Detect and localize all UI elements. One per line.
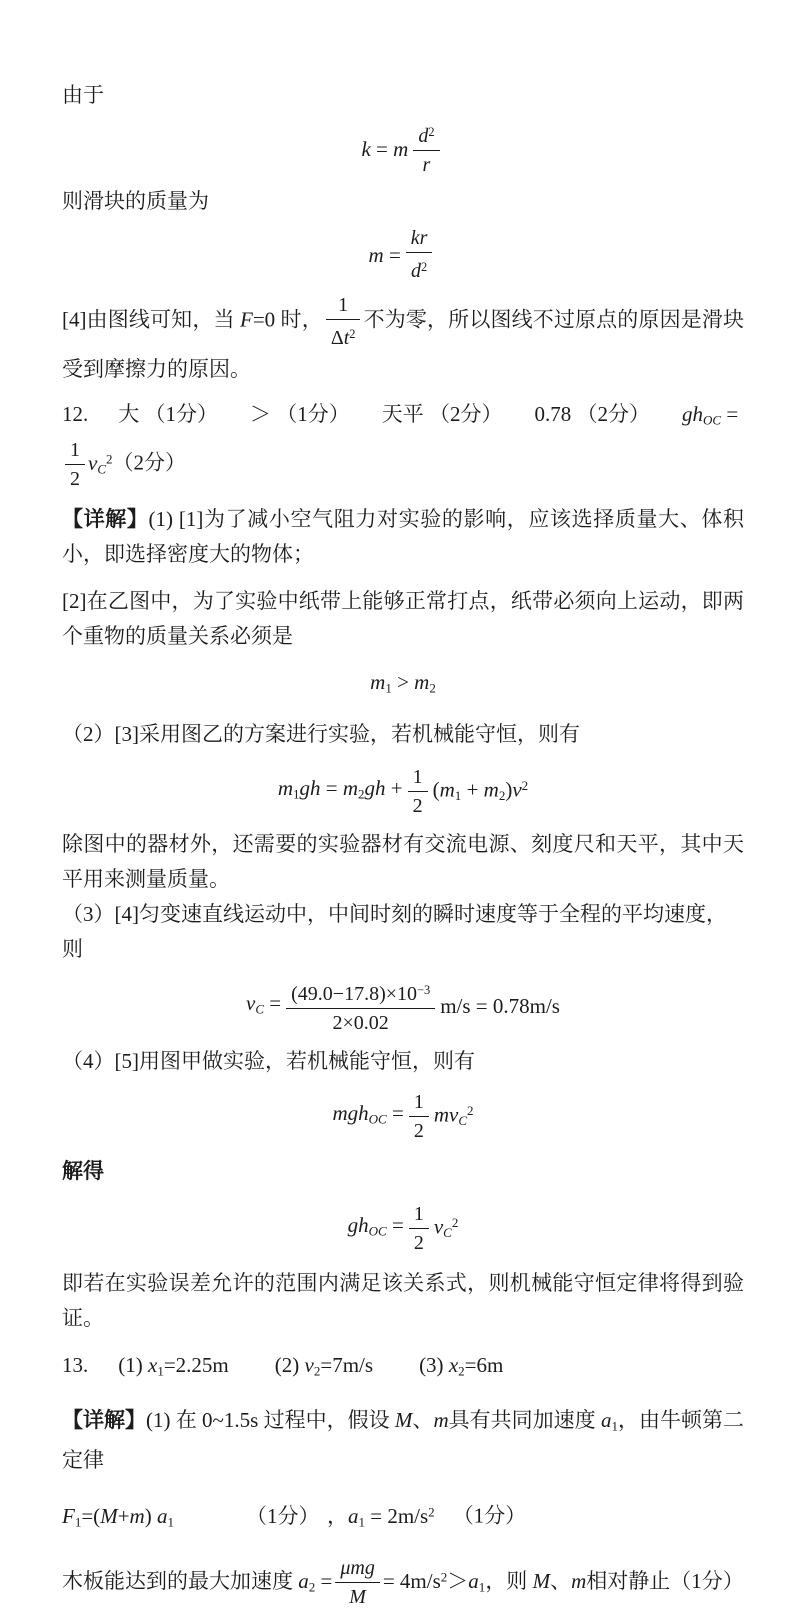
formula-mgh-numerator: 1 — [409, 1089, 429, 1117]
q13-equation-f1: $F_1=(M+m)$ $a_1$ — [62, 1503, 174, 1530]
q12-part-2-3-text: （2）[3]采用图乙的方案进行实验，若机械能守恒，则有 — [62, 721, 580, 746]
formula-m-denominator: $d^2$ — [411, 260, 428, 283]
paragraph-4-friction-explanation — [62, 292, 744, 386]
formula-energy-denominator: 2 — [412, 794, 423, 817]
q12-fraction-denominator: 2 — [70, 468, 80, 491]
q12-answer-5-score: （2分） — [112, 450, 187, 475]
formula-ghoc-fraction — [409, 1201, 429, 1256]
q13-max-acc-denominator: M — [349, 1586, 366, 1609]
question-12-number: 12. — [62, 401, 89, 426]
q12-part-4-5-text: （4）[5]用图甲做实验，若机械能守恒，则有 — [62, 1049, 475, 1074]
detail-label-q13: 【详解】 — [62, 1407, 147, 1432]
formula-m-prefix: m = — [368, 242, 401, 267]
q12-answer-2: ＞ （1分） — [250, 401, 350, 426]
formula-mgh-fraction — [409, 1089, 429, 1144]
q13-max-acceleration-line — [62, 1555, 744, 1610]
q13-newton-second-law-line — [62, 1494, 744, 1539]
formula-k-equals-md2-over-r — [62, 119, 744, 178]
formula-energy-suffix: $(m_1 + m_2)v^2$ — [432, 777, 529, 804]
q12-fraction-numerator: 1 — [65, 437, 85, 465]
q13-max-acc-suffix: = $4m/s^2>a_1$，则 M、m相对静止（1分） — [382, 1568, 744, 1595]
q12-answer-formula-fraction — [65, 437, 85, 492]
formula-m-numerator: kr — [406, 225, 433, 253]
formula-gh-oc-result — [62, 1201, 744, 1256]
q13-equation-a1: ，$a_1 = 2m/s^2$ — [326, 1503, 435, 1530]
q13-max-acc-numerator: μmg — [335, 1555, 379, 1583]
q12-answer-1: 大 （1分） — [118, 401, 218, 426]
formula-k-denominator: r — [422, 154, 431, 177]
text-jiede-solve: 解得 — [62, 1159, 104, 1184]
formula-m-fraction — [406, 225, 433, 284]
formula-vc-denominator: 2×0.02 — [332, 1012, 389, 1035]
q12-detail-paragraph-2: [2]在乙图中，为了实验中纸带上能够正常打点，纸带必须向上运动，即两个重物的质量关系必须是 — [62, 589, 744, 649]
q12-part-3-4-text: （3）[4]匀变速直线运动中，中间时刻的瞬时速度等于全程的平均速度，则 — [62, 901, 727, 961]
question-13-answer-line — [62, 1348, 744, 1389]
inverse-delta-t-squared-fraction — [326, 292, 361, 351]
formula-energy-prefix: $m_1gh = m_2gh$ + — [277, 776, 403, 802]
q12-answer-formula-suffix: $v_C^2$ — [88, 450, 113, 477]
text-slider-mass: 则滑块的质量为 — [62, 189, 209, 214]
formula-vc-suffix: m/s = 0.78m/s — [440, 994, 560, 1019]
formula-m1m2-text: $m_1 > m_2$ — [370, 670, 436, 696]
formula-energy-numerator: 1 — [408, 764, 428, 792]
paragraph-4-text-before: [4]由图线可知，当 F=0 时， — [62, 307, 323, 332]
q13-detail-paragraph-1 — [62, 1403, 744, 1479]
formula-mgh-suffix: $mv_C^2$ — [433, 1102, 474, 1129]
formula-mgh-oc — [62, 1089, 744, 1144]
q12-detail-paragraph-1 — [62, 502, 744, 572]
q13-detail-1-text: (1) 在 0~1.5s 过程中，假设 M、m具有共同加速度 $a_1$，由牛顿第二定律 — [62, 1407, 745, 1473]
q12-answer-3: 天平 （2分） — [381, 401, 503, 426]
fraction-dt-denominator: $\Delta t^2$ — [330, 327, 356, 350]
formula-m-equals-kr-over-d2 — [62, 225, 744, 284]
formula-k-prefix: k = m — [361, 136, 409, 161]
formula-k-fraction — [413, 119, 439, 178]
formula-energy-fraction — [408, 764, 428, 819]
q13-max-acc-fraction — [335, 1555, 379, 1610]
q13-answer-2: (2) $v_2=7m/s$ — [274, 1353, 374, 1379]
formula-k-numerator: $d^2$ — [413, 119, 439, 151]
q13-score-1: （1分） — [245, 1503, 309, 1528]
formula-ghoc-suffix: $v_C^2$ — [433, 1214, 459, 1241]
question-12-answer-line — [62, 397, 744, 493]
q13-answer-3: (3) $x_2=6m$ — [419, 1353, 504, 1379]
formula-mgh-prefix: mgh$_{OC}$ = — [332, 1101, 404, 1127]
q12-detail-1-text: (1) [1]为了减小空气阻力对实验的影响，应该选择质量大、体积小，即选择密度大的物体； — [62, 507, 744, 567]
fraction-dt-numerator: 1 — [326, 292, 361, 320]
text-youyu: 由于 — [62, 83, 104, 107]
q12-answer-4: 0.78 （2分） — [534, 401, 650, 426]
q13-max-acc-prefix: 木板能达到的最大加速度 $a_2$ = — [62, 1568, 333, 1595]
formula-vc-calculation — [62, 977, 744, 1036]
formula-vc-prefix: $v_C$ = — [246, 991, 282, 1017]
q13-score-2: （1分） — [452, 1503, 527, 1528]
question-13-number: 13. — [62, 1353, 89, 1378]
formula-vc-fraction — [286, 977, 435, 1036]
text-verification-conclusion: 即若在实验误差允许的范围内满足该关系式，则机械能守恒定律将得到验证。 — [62, 1271, 744, 1331]
detail-label-q12: 【详解】 — [62, 507, 149, 532]
formula-ghoc-prefix: $gh_{OC}$ = — [347, 1213, 404, 1239]
paragraph-4-text-after: 不为零，所以图线不过原点的原因是滑块受到摩擦力的原因。 — [62, 307, 744, 381]
formula-energy-conservation-scheme-b — [62, 764, 744, 819]
formula-vc-numerator: $(49.0-17.8)\times 10^{-3}$ — [286, 977, 435, 1009]
q13-answer-1: (1) $x_1=2.25m$ — [118, 1353, 229, 1379]
formula-ghoc-denominator: 2 — [413, 1232, 424, 1255]
text-additional-equipment: 除图中的器材外，还需要的实验器材有交流电源、刻度尺和天平，其中天平用来测量质量。 — [62, 831, 744, 891]
formula-m1-greater-m2 — [62, 668, 744, 703]
formula-mgh-denominator: 2 — [413, 1120, 424, 1143]
formula-ghoc-numerator: 1 — [409, 1201, 429, 1229]
q12-answer-formula-prefix: $gh_{OC}$ = — [682, 401, 739, 428]
